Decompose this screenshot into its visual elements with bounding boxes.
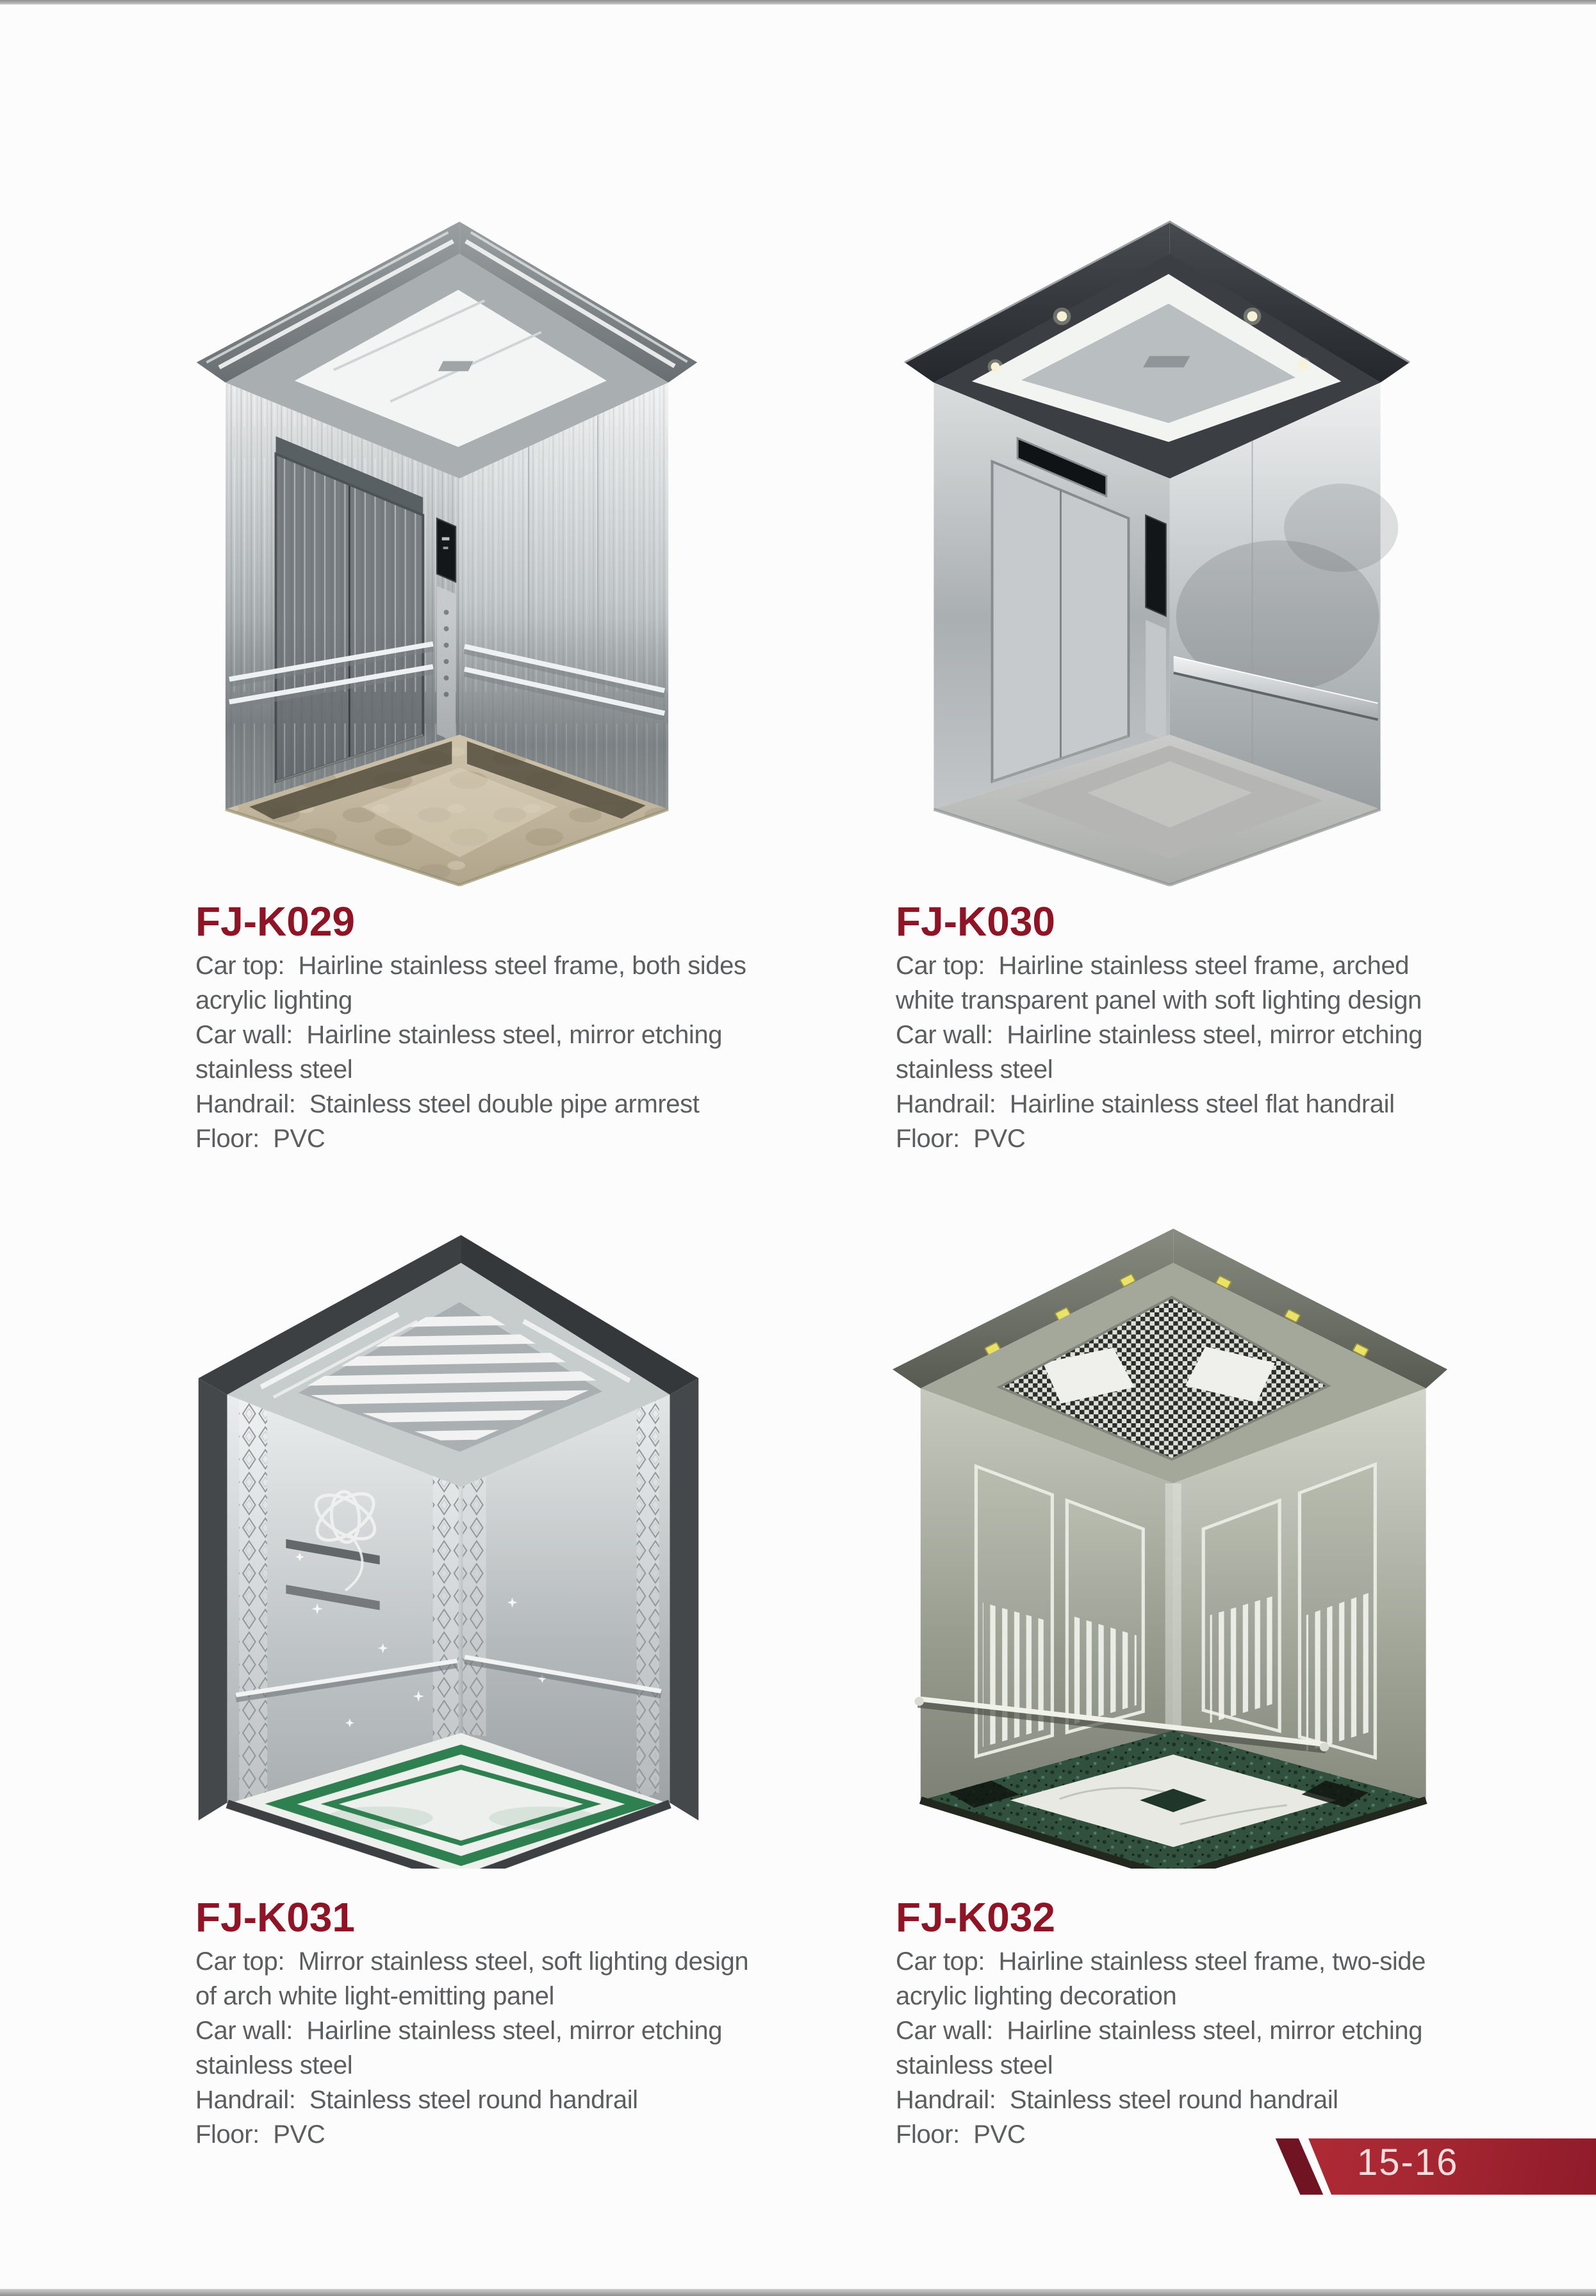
spec-line: Handrail: Hairline stainless steel flat handrail (896, 1090, 1395, 1118)
elevator-cabin-illustration (893, 1197, 1447, 1869)
spec-line: Handrail: Stainless steel double pipe armrest (195, 1090, 700, 1118)
product-title: FJ-K031 (195, 1894, 355, 1940)
page-number-ribbon (1267, 2134, 1596, 2199)
product-block-fj-k031 (195, 1894, 843, 2152)
spec-line: Floor: PVC (896, 2120, 1026, 2149)
spec-line: Car wall: Hairline stainless steel, mirror etching (195, 2017, 723, 2045)
spec-line: Car top: Hairline stainless steel frame, both sides (195, 952, 746, 980)
product-photo-fj-k032 (893, 1197, 1447, 1869)
spec-line: Floor: PVC (896, 1125, 1026, 1153)
product-block-fj-k030 (896, 898, 1543, 1156)
spec-line: acrylic lighting (195, 986, 352, 1014)
spec-line: stainless steel (896, 2051, 1053, 2079)
spec-line: Car wall: Hairline stainless steel, mirror etching (896, 1021, 1423, 1049)
spec-line: Floor: PVC (195, 1125, 325, 1153)
product-title: FJ-K030 (896, 898, 1055, 945)
spec-line: Car top: Hairline stainless steel frame, two-side (896, 1947, 1426, 1976)
spec-line: Floor: PVC (195, 2120, 325, 2149)
spec-line: stainless steel (195, 1055, 353, 1084)
spec-line: Handrail: Stainless steel round handrail (195, 2086, 638, 2114)
spec-line: acrylic lighting decoration (896, 1982, 1177, 2010)
elevator-cabin-illustration (897, 174, 1417, 888)
spec-line: Car top: Hairline stainless steel frame, arched (896, 952, 1410, 980)
spec-line: Car wall: Hairline stainless steel, mirror etching (896, 2017, 1423, 2045)
product-photo-fj-k030 (897, 174, 1417, 888)
elevator-cabin-illustration (189, 174, 705, 888)
elevator-cabin-illustration (192, 1197, 705, 1869)
product-block-fj-k029 (195, 898, 843, 1156)
page-number: 15-16 (1357, 2142, 1459, 2183)
product-title: FJ-K029 (195, 898, 355, 945)
spec-line: stainless steel (896, 1055, 1053, 1084)
spec-line: Handrail: Stainless steel round handrail (896, 2086, 1338, 2114)
product-block-fj-k032 (896, 1894, 1543, 2152)
page-bottom-edge (0, 2289, 1596, 2296)
spec-line: white transparent panel with soft lighting design (896, 986, 1422, 1014)
page-top-edge (0, 0, 1596, 4)
spec-line: Car top: Mirror stainless steel, soft lighting design (195, 1947, 749, 1976)
product-title: FJ-K032 (896, 1894, 1055, 1940)
spec-line: Car wall: Hairline stainless steel, mirror etching (195, 1021, 723, 1049)
product-photo-fj-k031 (192, 1197, 705, 1869)
spec-line: stainless steel (195, 2051, 353, 2079)
spec-line: of arch white light-emitting panel (195, 1982, 555, 2010)
product-photo-fj-k029 (189, 174, 705, 888)
